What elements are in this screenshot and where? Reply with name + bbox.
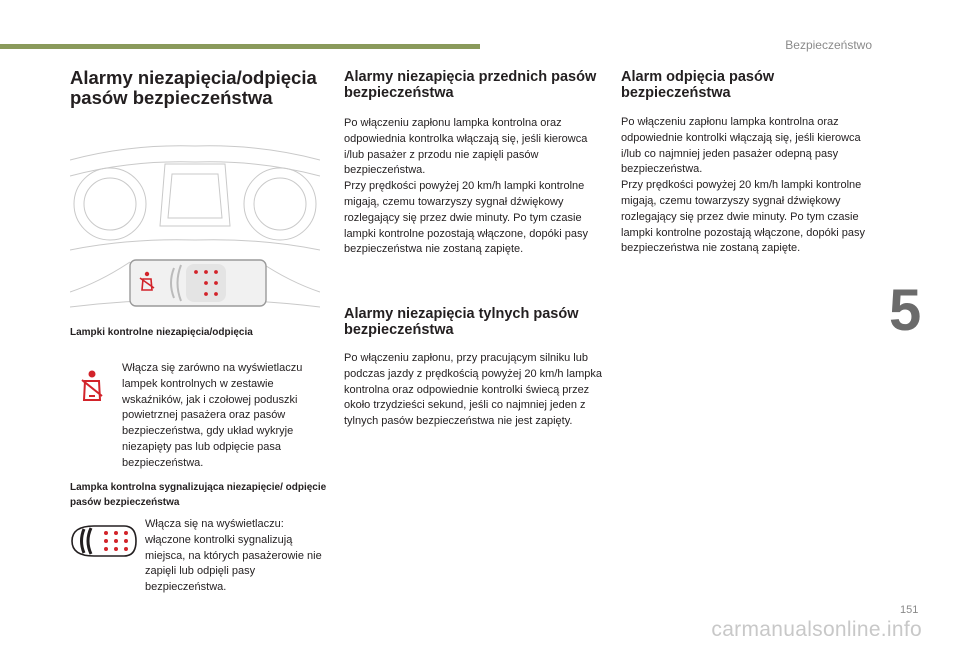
text-unbuckle-alarm-1: Po włączeniu zapłonu lampka kontrolna oraz odpowiednie kontrolki włączają się, jeśli kierowca i/lub co najmniej jeden pasażer odepną pasy bezpieczeństwa. bbox=[621, 116, 861, 176]
text-seat-map: Włącza się na wyświetlaczu: włączone kontrolki sygnalizują miejsca, na których pasażerowie nie zapięli lub odpięli pasy bezpieczeństwa. bbox=[145, 518, 322, 594]
section-rear-belts bbox=[344, 306, 606, 430]
page-number: 151 bbox=[900, 604, 919, 616]
section-title: Bezpieczeństwo bbox=[785, 38, 872, 52]
seatbelt-warning-icon bbox=[80, 370, 104, 404]
dashboard-illustration bbox=[70, 142, 320, 314]
text-rear-belts: Po włączeniu zapłonu, przy pracującym silniku lub podczas jazdy z prędkością powyżej 20 km/h lampka kontrolna oraz odpowiednie kontrolki świecą przez około trzydzieści sekund, jeśli co najmniej jeden z tylnych pasów bezpieczeństwa nie jest zapięty. bbox=[344, 352, 603, 428]
heading-unbuckle-alarm: Alarm odpięcia pasów bezpieczeństwa bbox=[621, 69, 775, 101]
section-unbuckle-alarm bbox=[621, 69, 883, 257]
section-front-belts bbox=[344, 69, 606, 258]
watermark: carmanualsonline.info bbox=[711, 618, 922, 641]
text-front-belts-2: Przy prędkości powyżej 20 km/h lampki kontrolne migają, czemu towarzyszy sygnał dźwiękowy rozlegający się przez dwie minuty. Po tym czasie lampki kontrolne pozostają włączone, dopóki pasy bezpieczeństwa nie zostaną zapięte. bbox=[344, 180, 588, 256]
text-unbuckle-alarm-2: Przy prędkości powyżej 20 km/h lampki kontrolne migają, czemu towarzyszy sygnał dźwiękowy rozlegający się przez dwie minuty. Po tym czasie lampki kontrolne pozostają włączone, dopóki pasy bezpieczeństwa nie zostaną zapięte. bbox=[621, 179, 865, 255]
heading-front-belts: Alarmy niezapięcia przednich pasów bezpieczeństwa bbox=[344, 69, 597, 101]
chapter-number: 5 bbox=[889, 278, 922, 343]
main-title: Alarmy niezapięcia/odpięcia pasów bezpieczeństwa bbox=[70, 67, 317, 108]
heading-rear-belts: Alarmy niezapięcia tylnych pasów bezpieczeństwa bbox=[344, 306, 579, 338]
caption-warning-lamps: Lampki kontrolne niezapięcia/odpięcia bbox=[70, 327, 253, 338]
text-front-belts-1: Po włączeniu zapłonu lampka kontrolna oraz odpowiednia kontrolka włączają się, jeśli kierowca i/lub pasażer z przodu nie zapięli pasów bezpieczeństwa. bbox=[344, 117, 588, 177]
caption-seat-map: Lampka kontrolna sygnalizująca niezapięcie/ odpięcie pasów bezpieczeństwa bbox=[70, 482, 327, 508]
header-accent-bar bbox=[0, 44, 480, 49]
text-warning-lamps: Włącza się zarówno na wyświetlaczu lampek kontrolnych w zestawie wskaźników, jak i czołowej poduszki powietrznej pasażera oraz pasów bezpieczeństwa, gdy układ wykryje niezapięty pas lub odpięcie pasa bezpieczeństwa. bbox=[122, 362, 303, 469]
seat-map-icon bbox=[70, 523, 138, 559]
